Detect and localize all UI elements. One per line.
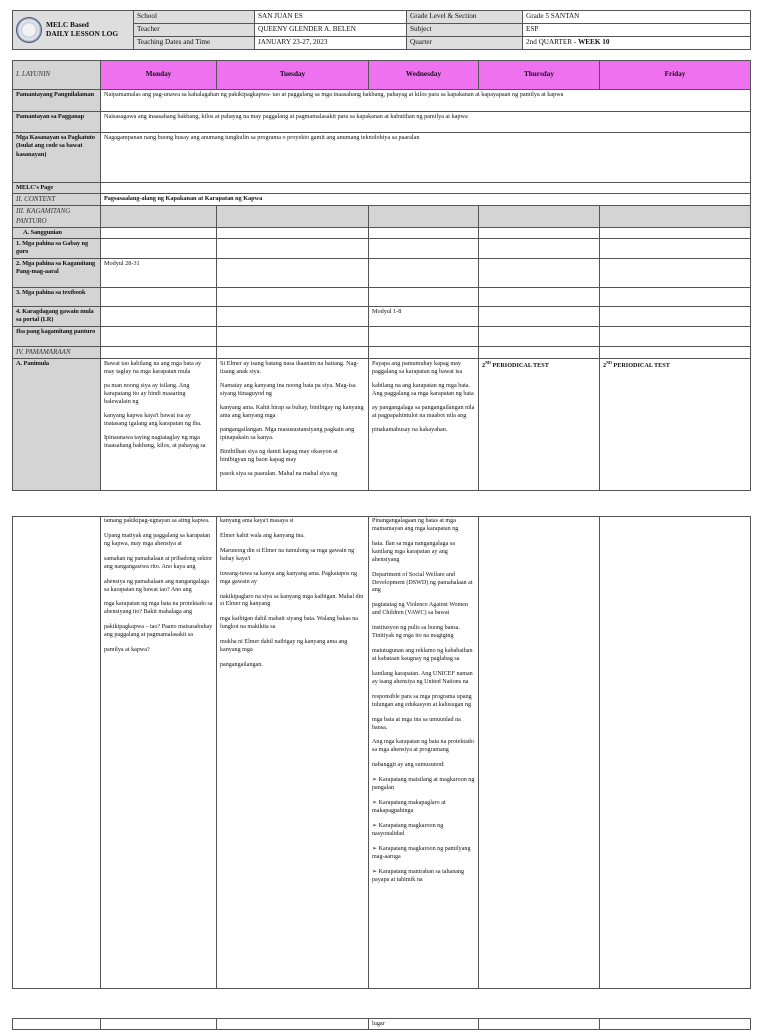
lesson-log-table	[12, 60, 751, 491]
empty-cell	[479, 258, 600, 287]
paragraph: Ang mga karapatan ng bata na protektado sa mga ahensiya at programang	[372, 739, 474, 754]
pamantayan-pagganap-text: Naisasagawa ang inaasahang hakbang, kilos at pahayag na may paggalang at pagmamalasakit para sa kapakanan at kabutihan ng pamilya at kapwa	[101, 112, 751, 133]
section-kagamitang: III. KAGAMITANG PANTURO	[13, 206, 101, 227]
quarter-value	[523, 37, 751, 50]
row-label-kagamitang-pangmag-aaral: 2. Mga pahina sa Kagamitang Pang-mag-aaral	[13, 258, 101, 287]
section-pamamaraan: IV. PAMAMARAAN	[13, 346, 101, 358]
row-label-textbook: 3. Mga pahina sa textbook	[13, 287, 101, 306]
panimula-thursday	[479, 358, 600, 490]
portal-wednesday: Modyul 1-8	[369, 306, 479, 326]
logo-line1: MELC Based	[46, 20, 89, 30]
paragraph: Department of Social Welfare and Development (DSWD) ng pamahalaan at ang	[372, 571, 473, 594]
empty-cell	[479, 1019, 600, 1030]
kasanayan-text: Nagagampanan nang buong husay ang anumang tungkulin sa programa o proyekto gamit ang anumang teknolohiya sa paaralan	[101, 133, 751, 183]
day-friday: Friday	[600, 61, 751, 90]
row-label-pamantayan-pagganap: Pamantayan sa Pagganap	[13, 112, 101, 133]
day-monday: Monday	[101, 61, 217, 90]
paragraph: Bawat tao kabilang na ang mga bata ay may taglay na mga karapatan mula	[104, 359, 202, 375]
deped-seal-icon	[16, 17, 42, 43]
empty-cell	[217, 227, 369, 238]
row-label-iba-pang: Iba pang kagamitang panturo	[13, 326, 101, 346]
paragraph: pa man noong siya ay isilang. Ang karapatang ito ay hindi maaaring balewalain ng	[104, 381, 190, 405]
paragraph: nabanggit ay ang sumusunod:	[372, 762, 445, 769]
paragraph: Ipinaunawa taying nagtataglay ng mga inaasahang hakbang, kilos, at pahayag sa	[104, 434, 206, 450]
empty-cell	[369, 238, 479, 258]
empty-cell	[479, 306, 600, 326]
next-page-wednesday: lugar	[369, 1019, 479, 1030]
panimula-friday	[600, 358, 751, 490]
paragraph: Si Elmer ay isang batang nasa ikaanim na baitang. Nag-iisang anak siya.	[220, 359, 359, 375]
quarter-week: WEEK 10	[578, 38, 610, 47]
panimula-monday	[101, 358, 217, 490]
paragraph: mga karapatan ng mga bata na protektado sa ahensiyang ito? Bakit mahalaga ang	[104, 601, 213, 616]
empty-cell	[479, 346, 600, 358]
logo-line2: DAILY LESSON LOG	[46, 29, 119, 38]
empty-cell	[369, 346, 479, 358]
paragraph: pangangailangan. Mga masusustansiyang pagkain ang ipinapakain sa kanya.	[220, 426, 355, 442]
dates-value: JANUARY 23-27, 2023	[255, 37, 407, 50]
paragraph: Upang matiyak ang paggalang sa karapatan ng kapwa, may mga ahensiya at	[104, 532, 211, 547]
paragraph: tamang pakikipag-ugnayan sa ating kapwa.	[104, 518, 210, 524]
grade-label: Grade Level & Section	[407, 11, 523, 24]
quarter-text: 2nd QUARTER -	[526, 38, 579, 47]
paragraph: samahan ng pamahalaan at pribadong sektor ang nangangasiwa rito. Ano kaya ang	[104, 555, 213, 570]
row-label-melcs-page: MELC's Page	[13, 183, 101, 194]
list-item: ➢ Karapatang magkaroon ng pamilyang mag-aaruga	[372, 845, 471, 860]
paragraph: mga kaibigan dahil mabait siyang bata. Walang bakas na lungkot na makikita sa	[220, 616, 358, 631]
empty-cell	[217, 287, 369, 306]
empty-cell	[217, 306, 369, 326]
row-label-sanggunian: A. Sanggunian	[13, 227, 101, 238]
list-item: ➢ Karapatang maisilang at magkaroon ng pangalan	[372, 777, 475, 792]
empty-cell	[101, 326, 217, 346]
empty-cell	[101, 346, 217, 358]
row-label-gabay-guro: 1. Mga pahina sa Gabay ng guro	[13, 238, 101, 258]
list-item: ➢ Karapatang manirahan sa tahanang payapa at tahimik na	[372, 868, 465, 883]
pamantayang-pangnilalaman-text: Naipamamalas ang pag-unawa sa kahalagahan ng pakikipagkapwa- tao at paggalang sa mga inaasahang hakbang, pahayag at kilos para sa kapakanan at kapayapaan ng pamilya at kapwa	[101, 90, 751, 112]
section-layunin: I. LAYUNIN	[13, 61, 101, 90]
paragraph: pangangailangan.	[220, 662, 263, 669]
empty-cell	[479, 326, 600, 346]
paragraph: pinakamahusay na kakayahan.	[372, 426, 448, 434]
empty-cell	[600, 1019, 751, 1030]
continuation-wednesday	[369, 517, 479, 989]
logo-text	[46, 21, 118, 38]
paragraph: pamilya at kapwa?	[104, 647, 150, 654]
school-label: School	[134, 11, 255, 24]
paragraph: kanyang ama kaya't masaya si	[220, 518, 294, 524]
continuation-table	[12, 516, 751, 989]
row-label-pamantayang-pangnilalaman: Pamantayang Pangnilalaman	[13, 90, 101, 112]
empty-cell	[217, 326, 369, 346]
paragraph: ahensiya ng pamahalaan ang nangangalaga sa karapatan ng bawat tao? Ano ang	[104, 578, 209, 593]
row-label-kasanayan: Mga Kasanayan sa Pagkatuto (Isulat ang code sa bawat kasanayan)	[13, 133, 101, 183]
paragraph: tuwang-tuwa sa kanya ang kanyang ama. Pagkatapos ng mga gawain ay	[220, 570, 358, 585]
subject-value: ESP	[523, 24, 751, 37]
list-item: ➢ Karapatang magkaroon ng nasyonalidad	[372, 822, 444, 837]
quarter-label: Quarter	[407, 37, 523, 50]
empty-cell	[600, 238, 751, 258]
grade-value: Grade 5 SANTAN	[523, 11, 751, 24]
empty-cell	[101, 238, 217, 258]
paragraph: responsible para sa mga programa upang tulungan ang edukasyon at kalusugan ng	[372, 693, 472, 708]
empty-cell	[600, 517, 751, 989]
paragraph: kanilang karapatan. Ang UNICEF naman ay isang ahensiya ng United Nations na	[372, 670, 473, 685]
dates-label: Teaching Dates and Time	[134, 37, 255, 50]
paragraph: kanyang ama. Kahit hirap sa buhay, binibigay ng kanyang ama ang kanyang mga	[220, 403, 364, 419]
empty-cell	[600, 227, 751, 238]
school-value: SAN JUAN ES	[255, 11, 407, 24]
day-thursday: Thursday	[479, 61, 600, 90]
paragraph: Pinangangalagaan ng batas at mga mamamayan ang mga karapatan ng	[372, 518, 459, 532]
test-label: PERIODICAL TEST	[490, 361, 549, 369]
empty-cell	[369, 227, 479, 238]
test-sup: ND	[606, 359, 612, 365]
panimula-tuesday	[217, 358, 369, 490]
empty-cell	[101, 306, 217, 326]
paragraph: ay pangangalaga sa pangangailangan nila at pagpapahintulot na maabot nila ang	[372, 403, 475, 419]
section-content: II. CONTENT	[13, 194, 101, 206]
empty-cell	[600, 258, 751, 287]
paragraph: Binibilhan siya ng damit kapag may okasyon at binibigyan ng baon kapag may	[220, 448, 338, 464]
next-page-table	[12, 1018, 751, 1030]
empty-cell	[13, 517, 101, 989]
empty-cell	[600, 326, 751, 346]
content-text: Pagsasaalang-alang ng Kapakanan at Karapatan ng Kapwa	[101, 194, 751, 206]
paragraph: Elmer kahit wala ang kanyang ina.	[220, 532, 305, 539]
test-label: PERIODICAL TEST	[611, 361, 670, 369]
panimula-wednesday	[369, 358, 479, 490]
gray-cell	[600, 206, 751, 227]
teacher-value: QUEENY GLENDER A. BELEN	[255, 24, 407, 37]
day-wednesday: Wednesday	[369, 61, 479, 90]
paragraph: kanyang kapwa kaya't bawat isa ay inatasang igalang ang karapatan ng iba.	[104, 412, 202, 428]
paragraph: pasok siya sa paaralan. Mahal na mahal siya ng	[220, 470, 338, 478]
empty-cell	[369, 258, 479, 287]
row-label-portal: 4. Karagdagang gawain mula sa portal (LR)	[13, 306, 101, 326]
empty-cell	[479, 287, 600, 306]
empty-cell	[101, 1019, 217, 1030]
empty-cell	[101, 227, 217, 238]
paragraph: Payapa ang pamumuhay kapag may paggalang sa karapatan ng bawat isa	[372, 359, 463, 375]
paragraph: pakikipagkapwa – tao? Paano maisasabuhay ang paggalang at pagmamalasakit sa	[104, 624, 213, 639]
continuation-monday	[101, 517, 217, 989]
empty-cell	[600, 306, 751, 326]
empty-cell	[600, 346, 751, 358]
paragraph: institusyon ng pulis sa buong bansa. Tinitiyak ng mga ito na magiging	[372, 625, 461, 640]
paragraph: mukha ni Elmer dahil naibigay ng kanyang ama ang kanyang mga	[220, 639, 348, 654]
empty-cell	[479, 238, 600, 258]
paragraph: kabilang na ang karapatan ng mga bata. Ang paggalang sa mga karapatan ng bata	[372, 381, 474, 397]
empty-cell	[217, 346, 369, 358]
continuation-tuesday	[217, 517, 369, 989]
paragraph: matutugunan ang reklamo ng kababaihan at kabataan kaugnay ng paglabag sa	[372, 648, 473, 662]
melcs-page-value	[101, 183, 751, 194]
header-table	[12, 10, 751, 50]
empty-cell	[13, 1019, 101, 1030]
list-item: ➢ Karapatang makapaglaro at makapagpahinga	[372, 800, 446, 814]
subject-label: Subject	[407, 24, 523, 37]
test-num: 2	[482, 361, 486, 369]
empty-cell	[217, 238, 369, 258]
row-label-panimula: A. Panimula	[13, 358, 101, 490]
gray-cell	[217, 206, 369, 227]
test-num: 2	[603, 361, 607, 369]
paragraph: nakikipaglaro na siya sa kanyang mga kaibigan. Mahal din si Elmer ng kanyang	[220, 593, 364, 608]
paragraph: pagtatatag ng Violence Against Women and Children (VAWC) sa bawat	[372, 602, 469, 617]
gray-cell	[369, 206, 479, 227]
gray-cell	[101, 206, 217, 227]
test-sup: ND	[485, 359, 491, 365]
empty-cell	[369, 287, 479, 306]
empty-cell	[217, 258, 369, 287]
empty-cell	[101, 287, 217, 306]
kagamitang-monday: Modyul 28-31	[101, 258, 217, 287]
empty-cell	[217, 1019, 369, 1030]
empty-cell	[479, 227, 600, 238]
logo-cell	[13, 11, 134, 50]
paragraph: Marunong din si Elmer na tumulong sa mga gawain ng bahay kaya't	[220, 547, 355, 562]
paragraph: mga bata at mga ina sa umuunlad na bansa.	[372, 716, 461, 731]
day-tuesday: Tuesday	[217, 61, 369, 90]
paragraph: Namatay ang kanyang ina noong bata pa siya. Mag-isa siyang itinaguyod ng	[220, 381, 356, 397]
paragraph: bata. Ilan sa mga nangangalaga sa kanilang mga karapatan ay ang ahensiyang	[372, 540, 455, 563]
empty-cell	[600, 287, 751, 306]
gray-cell	[479, 206, 600, 227]
teacher-label: Teacher	[134, 24, 255, 37]
empty-cell	[479, 517, 600, 989]
empty-cell	[369, 326, 479, 346]
